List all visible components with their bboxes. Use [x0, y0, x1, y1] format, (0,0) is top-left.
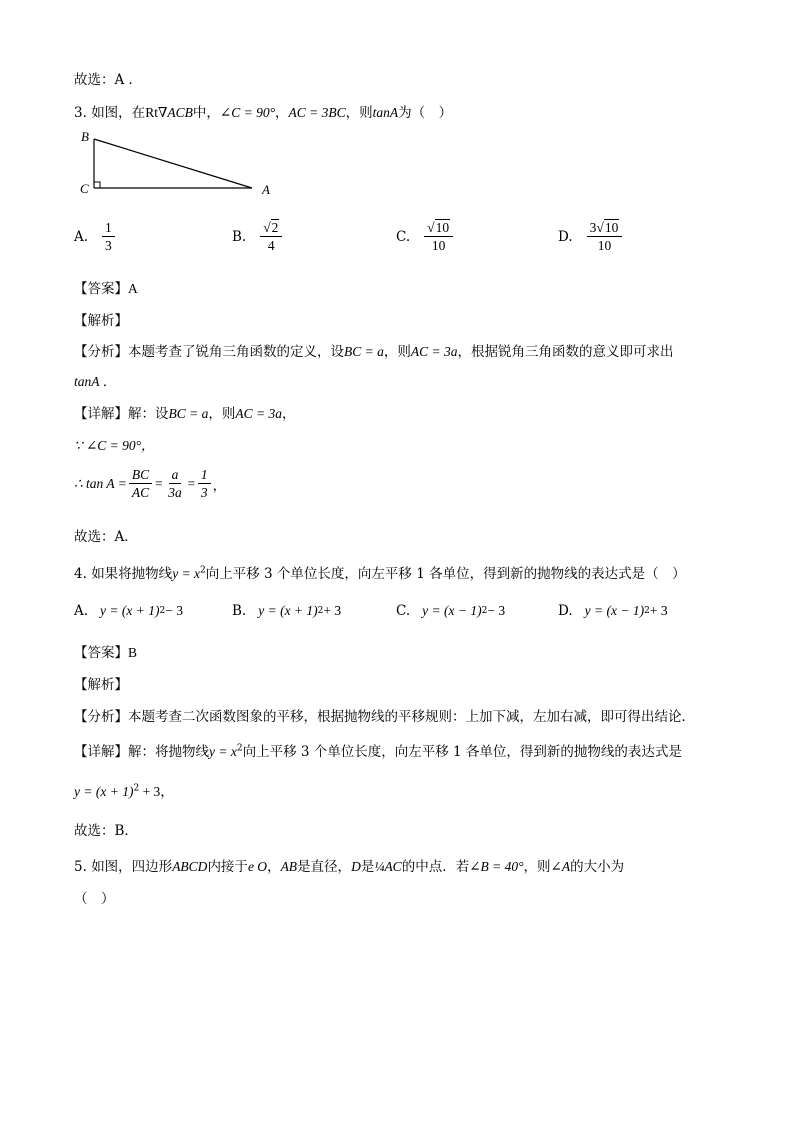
detail-text: 解：将抛物线	[128, 744, 209, 760]
q5-text-e: 是	[360, 859, 375, 875]
radicand: 2	[271, 220, 279, 235]
q4-exp: 2	[200, 565, 206, 576]
q3-cond1: ∠C = 90°	[219, 105, 275, 120]
option-exp: 2	[481, 606, 488, 616]
q5-text-a: 如图，四边形	[91, 859, 173, 875]
q3-therefore: ∴ tan A = $\frac{BC}{AC}$ = $\frac{a}{3a}$ = $\frac{1}{3}$ ，	[74, 467, 227, 500]
analysis-text: 本题考查二次函数图象的平移，根据抛物线的平移规则：上加下减，左加右减，即可得出结论．	[128, 709, 695, 725]
q5-text-b: 内接于	[207, 859, 248, 875]
result-post: + 3，	[139, 784, 174, 799]
q3-text-d: ，则	[345, 105, 373, 121]
option-letter: C.	[396, 228, 411, 245]
q3-text-c: ，	[274, 105, 289, 121]
analysis-head: 【分析】	[74, 344, 128, 360]
analysis-text: 本题考查了锐角三角函数的定义，设	[128, 344, 344, 360]
q5-text-c: ，	[267, 859, 281, 875]
q3-cond2: AC = 3BC	[288, 105, 346, 120]
q4-analysis-label: 【解析】	[74, 677, 128, 693]
q3-because: ∵ ∠C = 90°，	[74, 438, 155, 453]
q3-text-e: 为（ ）	[398, 105, 453, 121]
answer-value: B	[128, 645, 138, 660]
answer-value: A	[128, 281, 138, 296]
frac-num: 1	[102, 219, 115, 237]
q3-text-a: 如图，在	[91, 105, 146, 121]
q5-stem	[74, 855, 624, 875]
option-exp: 2	[644, 606, 650, 616]
frac-num	[424, 219, 453, 237]
math-ac: AC = 3a	[235, 406, 282, 421]
q3-option-d[interactable]	[558, 219, 624, 254]
q4-detail	[74, 740, 682, 760]
math-bc: BC = a	[344, 344, 384, 359]
analysis-text: ，则	[383, 344, 411, 360]
q4-text-b: 向上平移 3 个单位长度，向左平移 1 各单位，得到新的抛物线的表达式是（ ）	[205, 566, 686, 582]
q4-option-a[interactable]	[74, 603, 183, 619]
option-post: + 3	[323, 603, 342, 618]
q3-analysis-tail: tanA ．	[74, 374, 117, 389]
q5-paren: （ ）	[74, 891, 115, 907]
option-post: − 3	[165, 603, 183, 618]
answer-label: 【答案】	[74, 281, 128, 297]
q5-text-g: ，则	[523, 859, 551, 875]
q4-option-b[interactable]	[232, 603, 341, 619]
frac-num: 1	[198, 466, 211, 484]
q4-stem	[74, 562, 686, 582]
option-post: + 3	[649, 603, 668, 618]
sqrt: √ 10	[596, 220, 619, 235]
q4-option-d[interactable]	[558, 603, 668, 619]
q3-conclusion: 故选：A．	[74, 529, 138, 545]
answer-label: 【答案】	[74, 645, 128, 661]
q3-rt: Rt	[145, 105, 158, 120]
math-ac: AC = 3a	[410, 344, 458, 359]
label-b: B	[81, 129, 89, 144]
sqrt: √ 2	[263, 220, 279, 235]
math-bc: BC = a	[168, 406, 209, 421]
frac-den: 3	[200, 485, 208, 500]
analysis-head: 【分析】	[74, 709, 128, 725]
q3-stem	[74, 101, 452, 121]
q3-text-b: 中，	[192, 105, 220, 121]
detail-exp: 2	[236, 743, 243, 754]
frac-den: AC	[131, 485, 150, 500]
q4-result	[74, 780, 174, 800]
q5-d: D	[351, 859, 361, 874]
radicand: 10	[604, 220, 619, 235]
detail-text: ，则	[208, 406, 236, 422]
option-expr: y = (x − 1)	[584, 603, 645, 618]
frac-num	[587, 219, 623, 237]
q4-analysis	[74, 705, 695, 725]
result-expr: y = (x + 1)	[74, 784, 134, 799]
q5-angle-a: ∠A	[550, 859, 571, 874]
detail-expr: y = x	[209, 744, 237, 759]
option-expr: y = (x + 1)	[100, 603, 160, 618]
detail-text: 向上平移 3 个单位长度，向左平移 1 各单位，得到新的抛物线的表达式是	[242, 744, 682, 760]
therefore-text: ∴ tan A =	[74, 475, 127, 491]
q3-analysis-label: 【解析】	[74, 313, 128, 329]
option-exp: 2	[317, 606, 324, 616]
q4-number: 4.	[74, 566, 87, 582]
q5-angle-b: ∠B = 40°	[469, 859, 524, 874]
option-letter: B.	[232, 228, 247, 245]
result-exp: 2	[133, 783, 140, 794]
label-a: A	[262, 182, 270, 197]
coef: 3	[589, 220, 597, 235]
q5-text-h: 的大小为	[570, 859, 625, 875]
q5-ab: AB	[280, 859, 298, 874]
option-letter: B.	[232, 603, 247, 619]
detail-head: 【详解】	[74, 406, 128, 422]
detail-text: ，	[282, 406, 296, 422]
comma: ，	[212, 477, 227, 493]
label-c: C	[80, 181, 89, 196]
q5-number: 5.	[74, 859, 87, 875]
option-post: − 3	[487, 603, 506, 618]
detail-head: 【详解】	[74, 744, 128, 760]
option-expr: y = (x + 1)	[258, 603, 318, 618]
q3-triangle-figure	[74, 126, 284, 202]
q5-quad: ABCD	[172, 859, 208, 874]
prev-conclusion: 故选：A ．	[74, 72, 143, 88]
q3-triangle: ∇ACB	[157, 105, 193, 120]
q3-target: tanA	[372, 105, 399, 120]
q4-option-c[interactable]	[396, 603, 505, 619]
option-exp: 2	[159, 606, 166, 616]
detail-text: 解：设	[128, 406, 169, 422]
q3-option-c[interactable]	[396, 219, 455, 254]
option-letter: A.	[74, 228, 89, 245]
option-letter: D.	[558, 603, 573, 619]
q4-text-a: 如果将抛物线	[91, 566, 173, 582]
q3-option-a[interactable]	[74, 219, 117, 254]
right-angle-mark	[94, 182, 100, 188]
q3-option-b[interactable]	[232, 219, 284, 254]
frac-den: 10	[597, 238, 612, 253]
frac-num: a	[169, 466, 182, 484]
frac-den: 10	[431, 238, 446, 253]
q3-answer	[74, 277, 138, 297]
frac-num: BC	[129, 466, 152, 484]
q4-expr: y = x	[172, 566, 201, 581]
option-letter: D.	[558, 228, 573, 245]
frac-den: 3	[105, 238, 112, 253]
sqrt: √ 10	[427, 220, 450, 235]
analysis-text: ，根据锐角三角函数的意义即可求出	[457, 344, 674, 360]
frac-den: 3a	[168, 485, 182, 500]
side-ba	[94, 139, 252, 188]
q4-conclusion: 故选：B．	[74, 823, 138, 839]
q4-answer	[74, 641, 137, 661]
q5-text-f: 的中点．若	[401, 859, 470, 875]
option-letter: A.	[74, 603, 89, 619]
q5-arc: ¼AC	[374, 859, 402, 874]
option-letter: C.	[396, 603, 411, 619]
q3-analysis	[74, 340, 674, 360]
q5-circle: e O	[247, 859, 268, 874]
radicand: 10	[435, 220, 450, 235]
q3-number: 3.	[74, 105, 87, 121]
option-expr: y = (x − 1)	[422, 603, 482, 618]
frac-num	[260, 219, 282, 237]
q3-detail	[74, 402, 296, 422]
q5-text-d: 是直径，	[297, 859, 352, 875]
frac-den: 4	[267, 238, 275, 253]
